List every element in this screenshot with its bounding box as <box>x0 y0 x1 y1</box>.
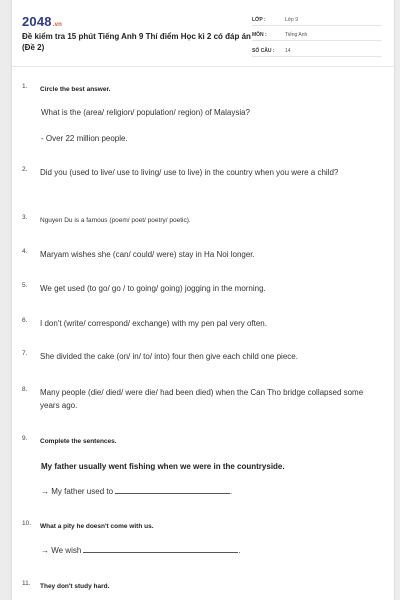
question-number: 3. <box>22 214 28 221</box>
logo-text: 2048 <box>22 14 52 29</box>
meta-divider <box>252 25 382 26</box>
question-text: What a pity he doesn't come with us. <box>40 523 154 530</box>
meta-value-subject: Tiếng Anh <box>285 32 308 38</box>
question-text: Nguyen Du is a famous (poem/ poet/ poetry/ poetic). <box>40 217 191 224</box>
answer-line <box>41 485 381 498</box>
meta-divider <box>252 40 382 41</box>
question-text: I don't (write/ correspond/ exchange) with my pen pal very often. <box>40 319 267 328</box>
question-number: 2. <box>22 166 28 173</box>
question-subtext: What is the (area/ religion/ population/ region) of Malaysia? <box>41 108 250 117</box>
meta-label-subject: MÔN : <box>252 32 267 38</box>
question-number: 9. <box>22 435 28 442</box>
question-text: Complete the sentences. <box>40 438 117 445</box>
document-header <box>12 0 394 67</box>
question-text: Circle the best answer. <box>40 86 111 93</box>
site-logo[interactable] <box>22 14 62 29</box>
question-text: Maryam wishes she (can/ could/ were) stay in Ha Noi longer. <box>40 250 255 259</box>
question-number: 4. <box>22 248 28 255</box>
document-title: Đề kiểm tra 15 phút Tiếng Anh 9 Thí điểm Học kì 2 có đáp án (Đề 2) <box>22 32 251 52</box>
document-page <box>11 0 395 600</box>
answer-lead: → My father used to <box>41 487 114 496</box>
answer-blank[interactable] <box>83 544 241 555</box>
question-text: She divided the cake (on/ in/ to/ into) four then give each child one piece. <box>40 352 298 361</box>
answer-blank[interactable] <box>115 485 233 496</box>
meta-value-class: Lớp 9 <box>285 17 299 23</box>
question-text: They don't study hard. <box>40 583 110 590</box>
question-number: 11. <box>22 580 31 587</box>
question-number: 6. <box>22 317 28 324</box>
question-answer: - Over 22 million people. <box>41 134 128 143</box>
meta-label-count: SỐ CÂU : <box>252 48 275 54</box>
question-text: We get used (to go/ go / to going/ going) jogging in the morning. <box>40 284 266 293</box>
question-text: Many people (die/ died/ were die/ had been died) when the Can Tho bridge collapsed some years ago. <box>40 388 364 410</box>
question-number: 10. <box>22 520 32 527</box>
question-number: 7. <box>22 350 28 357</box>
answer-line <box>41 544 381 557</box>
question-text: Did you (used to live/ use to living/ use to live) in the country when you were a child? <box>40 168 339 177</box>
answer-lead: → We wish <box>41 546 82 555</box>
question-number: 1. <box>22 83 28 90</box>
question-prompt-sentence: My father usually went fishing when we were in the countryside. <box>41 462 285 471</box>
meta-label-class: LỚP : <box>252 17 266 23</box>
meta-divider <box>252 56 382 57</box>
question-number: 8. <box>22 386 28 393</box>
answer-end: . <box>238 546 241 555</box>
question-number: 5. <box>22 282 28 289</box>
meta-value-count: 14 <box>285 48 291 54</box>
logo-suffix: .vn <box>52 22 63 28</box>
answer-end: . <box>230 487 233 496</box>
